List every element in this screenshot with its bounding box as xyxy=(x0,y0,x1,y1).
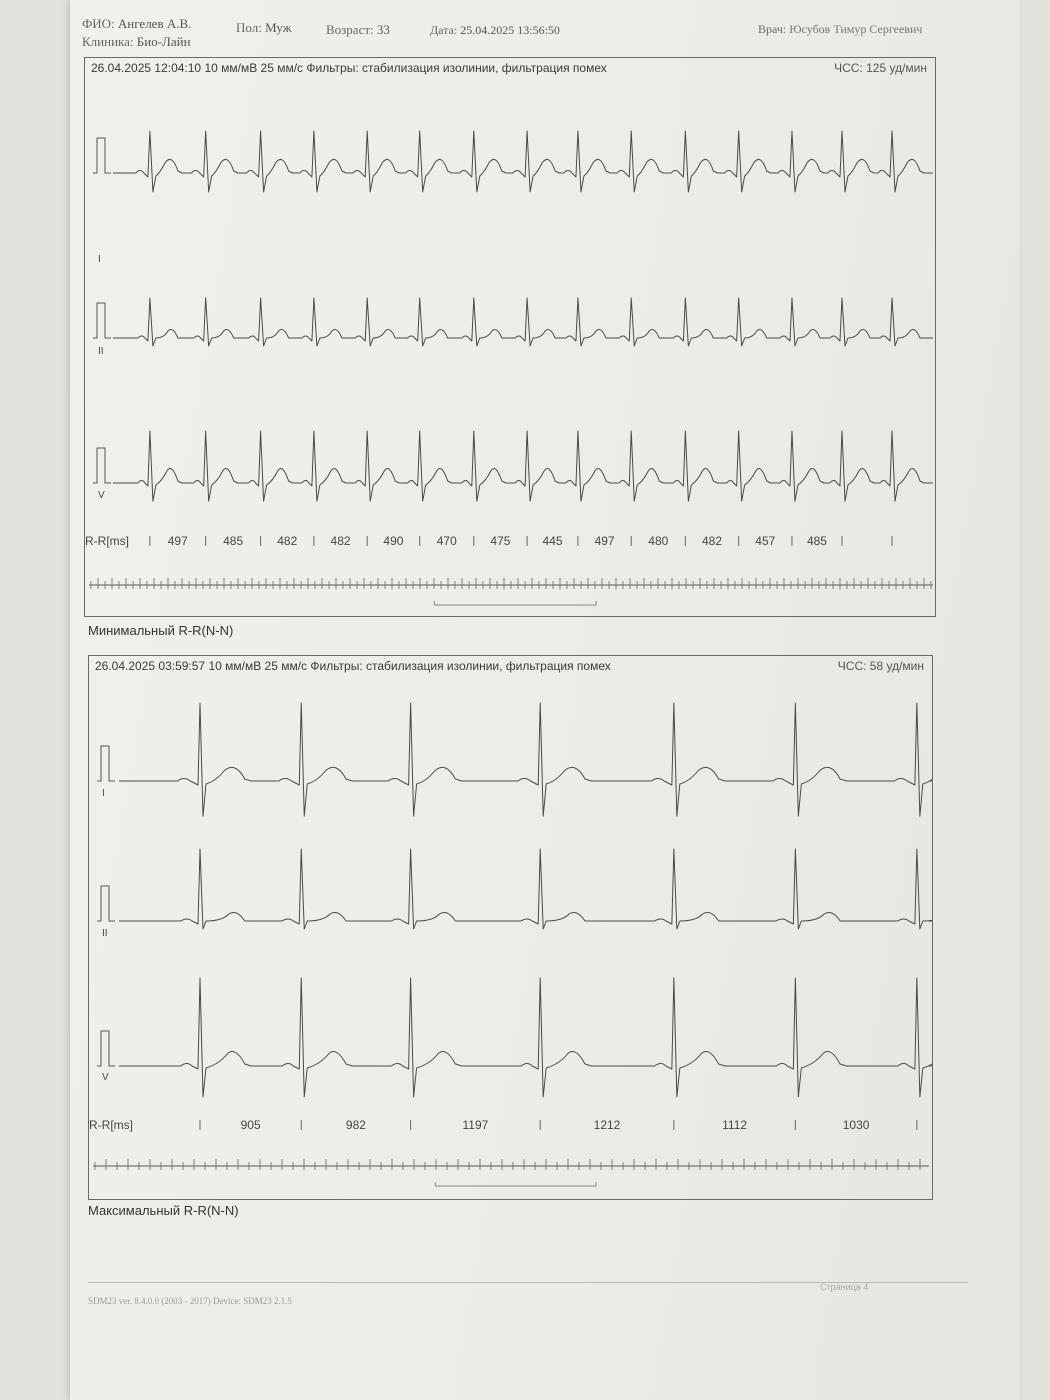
calibration-pulse xyxy=(93,138,111,173)
rr-value: 445 xyxy=(542,534,563,548)
rr-value: 1212 xyxy=(593,1118,621,1132)
lead-label-ii: II xyxy=(98,346,104,357)
lead-label-v: V xyxy=(98,490,105,501)
patient-age: Возраст: 33 xyxy=(326,22,390,37)
ecg-lead-trace xyxy=(113,131,933,192)
rr-value: 470 xyxy=(436,534,457,548)
record-date: Дата: 25.04.2025 13:56:50 xyxy=(430,23,560,37)
rr-value: 497 xyxy=(167,534,188,548)
lead-label-i: I xyxy=(98,254,101,265)
rr-value: 490 xyxy=(383,534,404,548)
rr-value: 482 xyxy=(701,534,723,548)
heart-rate: ЧСС: 125 уд/мин xyxy=(834,61,927,75)
lead-label-v: V xyxy=(102,1072,109,1083)
view-window-bracket xyxy=(435,1182,596,1186)
ecg-lead-trace xyxy=(113,298,933,346)
calibration-pulse xyxy=(97,746,115,781)
rr-value: 482 xyxy=(277,534,298,548)
rr-label: R-R[ms] xyxy=(89,1118,133,1132)
ecg-strip-min-rr xyxy=(84,57,936,617)
rr-value: 480 xyxy=(648,534,669,548)
page-number: Страница 4 xyxy=(820,1282,869,1292)
lead-label-i: I xyxy=(102,788,105,799)
ecg-lead-trace xyxy=(113,431,933,501)
ecg-strip-max-rr xyxy=(88,655,933,1200)
calibration-pulse xyxy=(97,1031,115,1066)
heart-rate: ЧСС: 58 уд/мин xyxy=(837,659,924,673)
rr-value: 497 xyxy=(594,534,615,548)
software-version: SDM23 ver. 8.4.0.0 (2003 - 2017) Device: SDM23 2.1.5 xyxy=(88,1296,292,1306)
calibration-pulse xyxy=(97,886,115,921)
calibration-pulse xyxy=(93,448,111,483)
view-window-bracket xyxy=(434,601,596,605)
rr-value: 1030 xyxy=(842,1118,870,1132)
ecg-lead-trace xyxy=(119,849,933,929)
rr-value: 482 xyxy=(330,534,351,548)
doctor-name: Врач: Юсубов Тимур Сергеевич xyxy=(758,22,923,36)
rr-value: 905 xyxy=(240,1118,261,1132)
rr-label: R-R[ms] xyxy=(85,534,129,548)
rr-value: 485 xyxy=(806,534,827,548)
ecg-lead-trace xyxy=(119,703,933,816)
rr-value: 457 xyxy=(755,534,776,548)
clinic-name: Клиника: Био-Лайн xyxy=(82,34,191,49)
caption-max-rr: Максимальный R-R(N-N) xyxy=(88,1203,239,1218)
ecg-traces xyxy=(89,656,933,1200)
patient-sex: Пол: Муж xyxy=(236,20,292,35)
rr-value: 1197 xyxy=(462,1118,489,1132)
strip-info: 26.04.2025 03:59:57 10 мм/мВ 25 мм/с Фильтры: стабилизация изолинии, фильтрация помех xyxy=(95,659,611,673)
strip-info: 26.04.2025 12:04:10 10 мм/мВ 25 мм/с Фильтры: стабилизация изолинии, фильтрация помех xyxy=(91,61,607,75)
rr-value: 1112 xyxy=(722,1118,748,1132)
patient-name: ФИО: Ангелев А.В. xyxy=(82,16,192,31)
calibration-pulse xyxy=(93,303,111,338)
rr-value: 485 xyxy=(223,534,244,548)
ecg-lead-trace xyxy=(119,978,933,1097)
lead-label-ii: II xyxy=(102,928,108,939)
rr-value: 475 xyxy=(490,534,511,548)
rr-value: 982 xyxy=(345,1118,366,1132)
caption-min-rr: Минимальный R-R(N-N) xyxy=(88,623,234,638)
